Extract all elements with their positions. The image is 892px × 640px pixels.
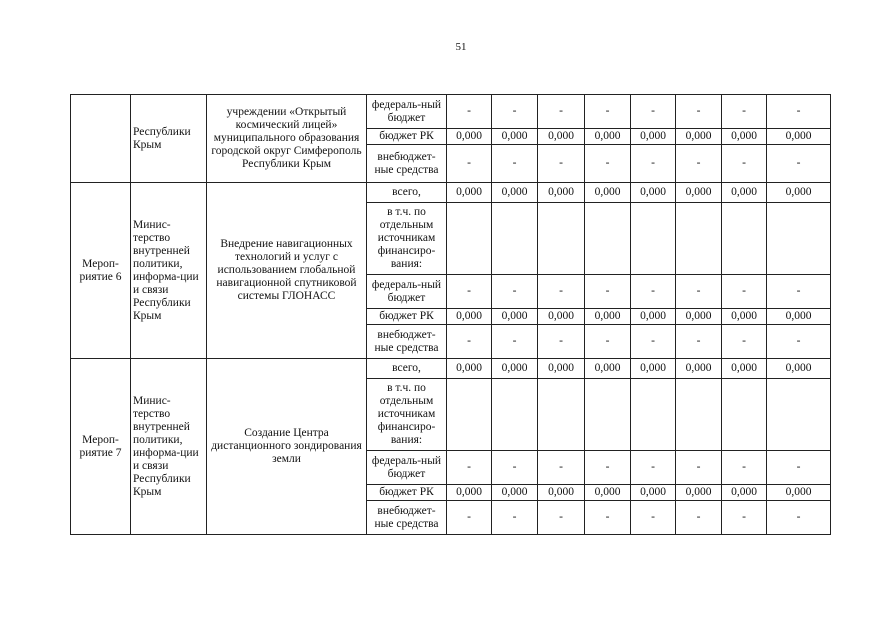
event-label-cell: Мероп-риятие 7: [71, 359, 131, 535]
value-cell: -: [722, 501, 767, 535]
value-cell: 0,000: [676, 485, 722, 501]
funding-source-cell: внебюджет-ные средства: [367, 325, 447, 359]
value-cell: 0,000: [676, 309, 722, 325]
value-cell: 0,000: [585, 485, 631, 501]
value-cell: -: [676, 145, 722, 183]
value-cell: -: [722, 451, 767, 485]
description-cell: Создание Центра дистанционного зондирования земли: [207, 359, 367, 535]
value-cell: [676, 203, 722, 275]
value-cell: -: [492, 501, 538, 535]
value-cell: 0,000: [722, 129, 767, 145]
value-cell: -: [631, 275, 676, 309]
value-cell: -: [767, 451, 831, 485]
value-cell: -: [538, 275, 585, 309]
value-cell: -: [585, 95, 631, 129]
value-cell: -: [676, 275, 722, 309]
value-cell: -: [585, 275, 631, 309]
funding-source-cell: в т.ч. по отдельным источникам финансиро-вания:: [367, 203, 447, 275]
value-cell: 0,000: [447, 359, 492, 379]
value-cell: 0,000: [722, 309, 767, 325]
value-cell: [538, 203, 585, 275]
value-cell: [722, 379, 767, 451]
value-cell: -: [767, 145, 831, 183]
budget-table: [70, 94, 831, 535]
value-cell: 0,000: [722, 485, 767, 501]
value-cell: 0,000: [538, 485, 585, 501]
value-cell: -: [722, 95, 767, 129]
value-cell: 0,000: [585, 359, 631, 379]
value-cell: -: [722, 275, 767, 309]
value-cell: [447, 379, 492, 451]
value-cell: -: [447, 451, 492, 485]
value-cell: [538, 379, 585, 451]
value-cell: -: [538, 451, 585, 485]
value-cell: 0,000: [631, 309, 676, 325]
value-cell: -: [447, 501, 492, 535]
value-cell: -: [447, 145, 492, 183]
value-cell: -: [492, 145, 538, 183]
value-cell: 0,000: [492, 359, 538, 379]
funding-source-cell: в т.ч. по отдельным источникам финансиро-вания:: [367, 379, 447, 451]
value-cell: -: [631, 145, 676, 183]
value-cell: 0,000: [631, 485, 676, 501]
table-body: [71, 95, 831, 535]
value-cell: -: [676, 501, 722, 535]
value-cell: 0,000: [585, 129, 631, 145]
value-cell: -: [631, 95, 676, 129]
value-cell: -: [447, 275, 492, 309]
value-cell: 0,000: [538, 129, 585, 145]
value-cell: -: [631, 325, 676, 359]
value-cell: -: [447, 95, 492, 129]
value-cell: -: [676, 325, 722, 359]
value-cell: 0,000: [722, 183, 767, 203]
value-cell: 0,000: [447, 129, 492, 145]
value-cell: 0,000: [447, 309, 492, 325]
value-cell: 0,000: [767, 129, 831, 145]
value-cell: 0,000: [492, 183, 538, 203]
value-cell: -: [538, 95, 585, 129]
value-cell: 0,000: [447, 485, 492, 501]
description-cell: учреждении «Открытый космический лицей» муниципального образования городской округ Симферополь Республики Крым: [207, 95, 367, 183]
description-cell: Внедрение навигационных технологий и услуг с использованием глобальной навигационной спутниковой системы ГЛОНАСС: [207, 183, 367, 359]
value-cell: 0,000: [676, 359, 722, 379]
value-cell: -: [538, 145, 585, 183]
value-cell: -: [492, 325, 538, 359]
value-cell: -: [676, 451, 722, 485]
executor-cell: Минис-терство внутренней политики, информа-ции и связи Республики Крым: [131, 183, 207, 359]
value-cell: 0,000: [492, 309, 538, 325]
value-cell: -: [492, 275, 538, 309]
funding-source-cell: всего,: [367, 359, 447, 379]
value-cell: 0,000: [538, 359, 585, 379]
value-cell: [767, 379, 831, 451]
value-cell: 0,000: [538, 183, 585, 203]
value-cell: -: [447, 325, 492, 359]
value-cell: 0,000: [767, 359, 831, 379]
value-cell: -: [767, 275, 831, 309]
value-cell: -: [767, 325, 831, 359]
funding-source-cell: внебюджет-ные средства: [367, 145, 447, 183]
funding-source-cell: всего,: [367, 183, 447, 203]
value-cell: 0,000: [631, 129, 676, 145]
value-cell: [585, 203, 631, 275]
value-cell: [722, 203, 767, 275]
value-cell: 0,000: [447, 183, 492, 203]
value-cell: -: [538, 501, 585, 535]
value-cell: [676, 379, 722, 451]
value-cell: 0,000: [492, 485, 538, 501]
value-cell: [447, 203, 492, 275]
value-cell: 0,000: [538, 309, 585, 325]
value-cell: 0,000: [631, 359, 676, 379]
value-cell: [585, 379, 631, 451]
value-cell: 0,000: [676, 183, 722, 203]
value-cell: [767, 203, 831, 275]
value-cell: -: [585, 451, 631, 485]
value-cell: -: [767, 501, 831, 535]
funding-source-cell: федераль-ный бюджет: [367, 95, 447, 129]
value-cell: -: [631, 501, 676, 535]
funding-source-cell: федераль-ный бюджет: [367, 451, 447, 485]
value-cell: 0,000: [722, 359, 767, 379]
event-label-cell: [71, 95, 131, 183]
value-cell: 0,000: [585, 183, 631, 203]
value-cell: [631, 379, 676, 451]
value-cell: 0,000: [585, 309, 631, 325]
value-cell: [492, 203, 538, 275]
value-cell: -: [722, 145, 767, 183]
value-cell: -: [492, 95, 538, 129]
value-cell: -: [767, 95, 831, 129]
value-cell: -: [676, 95, 722, 129]
value-cell: 0,000: [767, 183, 831, 203]
value-cell: 0,000: [631, 183, 676, 203]
value-cell: 0,000: [676, 129, 722, 145]
value-cell: -: [722, 325, 767, 359]
table-row: [71, 183, 831, 203]
table-row: [71, 95, 831, 129]
funding-source-cell: бюджет РК: [367, 309, 447, 325]
value-cell: 0,000: [492, 129, 538, 145]
value-cell: [631, 203, 676, 275]
value-cell: -: [631, 451, 676, 485]
funding-source-cell: бюджет РК: [367, 129, 447, 145]
page-number: 51: [455, 41, 467, 53]
executor-cell: Республики Крым: [131, 95, 207, 183]
value-cell: [492, 379, 538, 451]
executor-cell: Минис-терство внутренней политики, информа-ции и связи Республики Крым: [131, 359, 207, 535]
value-cell: -: [585, 325, 631, 359]
value-cell: 0,000: [767, 309, 831, 325]
event-label-cell: Мероп-риятие 6: [71, 183, 131, 359]
value-cell: -: [585, 501, 631, 535]
value-cell: 0,000: [767, 485, 831, 501]
value-cell: -: [492, 451, 538, 485]
funding-source-cell: бюджет РК: [367, 485, 447, 501]
table-row: [71, 359, 831, 379]
value-cell: -: [538, 325, 585, 359]
funding-source-cell: федераль-ный бюджет: [367, 275, 447, 309]
value-cell: -: [585, 145, 631, 183]
funding-source-cell: внебюджет-ные средства: [367, 501, 447, 535]
